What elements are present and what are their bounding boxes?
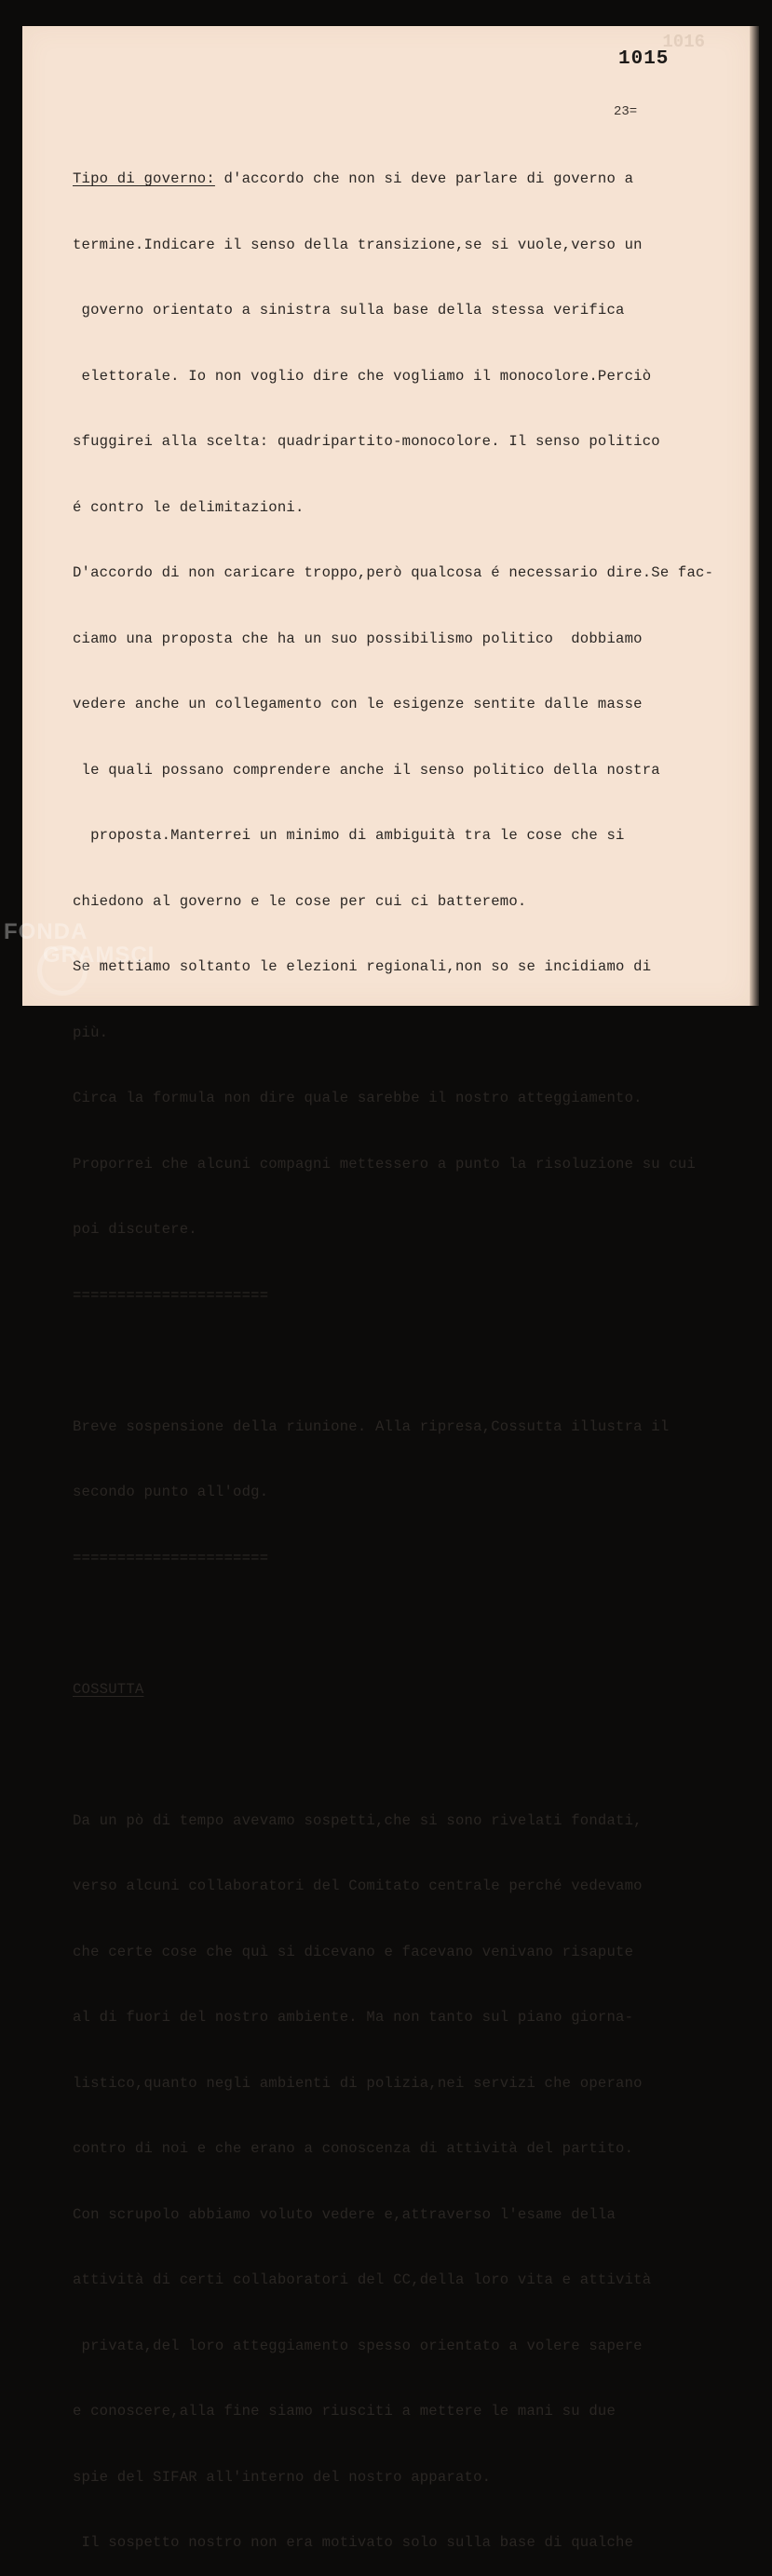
text-line: secondo punto all'odg.: [73, 1484, 269, 1500]
separator-line: ======================: [73, 1549, 269, 1566]
archive-watermark: [4, 920, 155, 967]
text-line: le quali possano comprendere anche il senso politico della nostra: [73, 761, 660, 779]
text-line: Breve sospensione della riunione. Alla ripresa,Cossutta illustra il: [73, 1417, 670, 1435]
text-line: contro di noi e che erano a conoscenza di attività del partito.: [73, 2140, 634, 2157]
text-line: sfuggirei alla scelta: quadripartito-monocolore. Il senso politico: [73, 433, 660, 450]
text-line: termine.Indicare il senso della transizione,se si vuole,verso un: [73, 236, 643, 253]
text-line: vedere anche un collegamento con le esigenze sentite dalle masse: [73, 696, 643, 712]
text-line: spie del SIFAR all'interno del nostro apparato.: [73, 2468, 492, 2486]
text-line: é contro le delimitazioni.: [73, 498, 305, 516]
text-line: verso alcuni collaboratori del Comitato centrale perché vedevamo: [73, 1878, 643, 1894]
speaker-heading: COSSUTTA: [73, 1680, 144, 1698]
text-line: Con scrupolo abbiamo voluto vedere e,attraverso l'esame della: [73, 2205, 616, 2223]
page-number: 1015: [618, 48, 670, 70]
text-line: Il sospetto nostro non era motivato solo sulla base di qualche: [73, 2534, 634, 2551]
page-edge-shadow: [750, 26, 759, 1006]
text-line: poi discutere.: [73, 1221, 197, 1238]
watermark-line-2: GRAMSCI: [43, 942, 156, 968]
watermark-line-1: FONDA: [4, 919, 88, 944]
separator-line: ======================: [73, 1286, 269, 1304]
section-heading-tipo-di-governo: Tipo di governo:: [73, 170, 215, 187]
text-line: ciamo una proposta che ha un suo possibilismo politico dobbiamo: [73, 630, 643, 647]
text-line: governo orientato a sinistra sulla base della stessa verifica: [73, 302, 625, 319]
text-line: attività di certi collaboratori del CC,della loro vita e attività: [73, 2271, 652, 2288]
text-line: Circa la formula non dire quale sarebbe il nostro atteggiamento.: [73, 1090, 643, 1106]
blank-line: [73, 1744, 725, 1767]
text-line: e conoscere,alla fine siamo riusciti a mettere le mani su due: [73, 2403, 616, 2420]
text-line: che certe cose che quì si dicevano e facevano venivano risapute: [73, 1943, 634, 1960]
text-line: al di fuori del nostro ambiente. Ma non tanto sul piano giorna-: [73, 2009, 634, 2026]
bleed-through-page-number: 1016: [662, 32, 705, 52]
text-line: Proporrei che alcuni compagni mettessero a punto la risoluzione su cui: [73, 1155, 697, 1173]
text-line: chiedono al governo e le cose per cui ci batteremo.: [73, 892, 527, 910]
blank-line: [73, 1613, 725, 1635]
text-line: Da un pò di tempo avevamo sospetti,che si sono rivelati fondati,: [73, 1811, 643, 1829]
text-line: privata,del loro atteggiamento spesso orientato a volere sapere: [73, 2337, 643, 2354]
text-line: D'accordo di non caricare troppo,però qualcosa é necessario dire.Se fac-: [73, 564, 714, 581]
text-line: proposta.Manterrei un minimo di ambiguità tra le cose che si: [73, 827, 625, 844]
typewritten-body: [73, 125, 725, 2576]
blank-line: [73, 1350, 725, 1373]
text-line: Se mettiamo soltanto le elezioni regionali,non so se incidiamo di: [73, 958, 652, 975]
text-line: [73, 1679, 725, 1702]
text-line: Tipo di governo: d'accordo che non si deve parlare di governo a: [73, 170, 634, 187]
handwritten-sheet-number: 23=: [614, 104, 638, 119]
text-line: listico,quanto negli ambienti di polizia,nei servizi che operano: [73, 2074, 643, 2092]
text-line: elettorale. Io non voglio dire che vogliamo il monocolore.Perciò: [73, 367, 652, 385]
text-line: più.: [73, 1024, 109, 1041]
